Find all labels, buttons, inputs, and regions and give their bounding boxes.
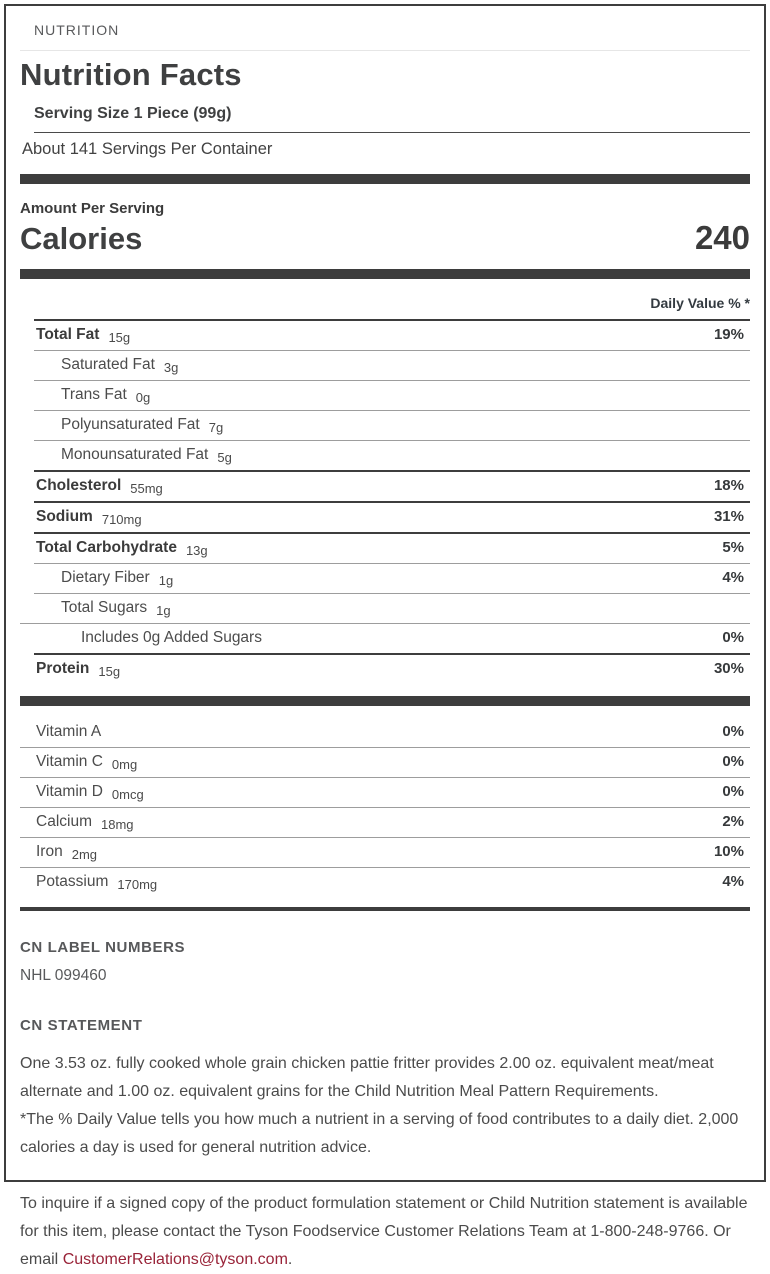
thick-divider bbox=[20, 696, 750, 706]
nutrient-name: Dietary Fiber bbox=[61, 569, 150, 586]
nutrient-row-dietary-fiber bbox=[34, 563, 750, 593]
servings-per-container-text: About 141 Servings Per Container bbox=[22, 140, 273, 158]
vitamin-name: Calcium bbox=[36, 813, 92, 830]
vitamin-row-vitamin-a bbox=[20, 718, 750, 747]
cn-statement-text: One 3.53 oz. fully cooked whole grain chicken pattie fritter provides 2.00 oz. equivalent meat/meat alternate and 1.00 oz. equivalent grains for the Child Nutrition Meal Pattern Requirements. bbox=[20, 1055, 714, 1100]
vitamin-row-vitamin-d bbox=[20, 777, 750, 807]
nutrient-daily-value: 31% bbox=[713, 508, 744, 525]
serving-size-text: Serving Size 1 Piece (99g) bbox=[34, 105, 750, 133]
nutrient-daily-value: 18% bbox=[713, 477, 744, 494]
vitamin-amount: 18mg bbox=[100, 817, 134, 832]
calories-value: 240 bbox=[694, 219, 750, 256]
nutrient-daily-value: 4% bbox=[722, 569, 744, 586]
nutrient-row-total-sugars bbox=[34, 593, 750, 623]
nutrient-row-saturated-fat bbox=[34, 350, 750, 380]
vitamin-name: Vitamin A bbox=[36, 723, 102, 740]
daily-value-footnote: *The % Daily Value tells you how much a nutrient in a serving of food contributes to a daily diet. 2,000 calories a day is used for general nutrition advice. bbox=[20, 1111, 739, 1156]
nutrient-row-sodium bbox=[34, 501, 750, 532]
nutrient-name: Total Carbohydrate bbox=[36, 539, 177, 556]
daily-value-header: Daily Value % * bbox=[650, 295, 750, 311]
nutrient-amount: 0g bbox=[135, 390, 151, 405]
vitamin-name: Iron bbox=[36, 843, 63, 860]
cn-label-number-value: NHL 099460 bbox=[20, 967, 107, 984]
nutrient-name: Monounsaturated Fat bbox=[61, 446, 209, 463]
nutrient-amount: 1g bbox=[156, 603, 171, 618]
nutrient-name: Trans Fat bbox=[61, 386, 127, 403]
nutrient-daily-value: 19% bbox=[713, 326, 744, 343]
vitamin-daily-value: 0% bbox=[722, 783, 744, 800]
nutrient-amount: 15g bbox=[108, 330, 131, 345]
vitamins-table bbox=[20, 718, 750, 897]
vitamin-amount: 0mcg bbox=[111, 787, 144, 802]
cn-statement-heading: CN STATEMENT bbox=[20, 1017, 143, 1034]
contact-text-before: To inquire if a signed copy of the product formulation statement or Child Nutrition statement is available for this item, please contact the Tyson Foodservice Customer Relations Team at 1-800-248-9766. Or email bbox=[20, 1195, 748, 1268]
nutrient-amount: 13g bbox=[185, 543, 208, 558]
nutrient-amount: 710mg bbox=[101, 512, 142, 527]
vitamin-daily-value: 4% bbox=[722, 873, 744, 890]
thin-divider bbox=[20, 907, 750, 911]
cn-statement-paragraph bbox=[20, 1050, 750, 1162]
nutrient-row-added-sugars bbox=[20, 623, 750, 653]
nutrient-daily-value: 0% bbox=[722, 629, 744, 646]
nutrient-name: Protein bbox=[36, 660, 90, 677]
nutrition-section-heading: NUTRITION bbox=[20, 6, 750, 51]
vitamin-row-vitamin-c bbox=[20, 747, 750, 777]
nutrient-amount: 7g bbox=[208, 420, 224, 435]
calories-row bbox=[20, 219, 750, 268]
nutrient-name: Total Sugars bbox=[61, 599, 148, 616]
nutrient-amount: 15g bbox=[98, 664, 121, 679]
vitamin-row-calcium bbox=[20, 807, 750, 837]
vitamin-amount: 0mg bbox=[111, 757, 138, 772]
nutrient-amount: 1g bbox=[158, 573, 174, 588]
nutrition-facts-title: Nutrition Facts bbox=[20, 57, 242, 92]
nutrient-name: Includes 0g Added Sugars bbox=[81, 629, 262, 646]
nutrient-row-monounsaturated-fat bbox=[34, 440, 750, 470]
vitamin-name: Vitamin C bbox=[36, 753, 103, 770]
nutrient-amount: 55mg bbox=[130, 481, 163, 496]
amount-per-serving-label: Amount Per Serving bbox=[20, 200, 165, 217]
nutrition-label-panel bbox=[4, 4, 766, 1268]
nutrient-table bbox=[20, 319, 750, 684]
vitamin-row-potassium bbox=[20, 867, 750, 897]
nutrient-name: Sodium bbox=[36, 508, 93, 525]
nutrient-row-total-carbohydrate bbox=[34, 532, 750, 563]
vitamin-daily-value: 0% bbox=[722, 753, 744, 770]
nutrient-daily-value: 30% bbox=[713, 660, 744, 677]
contact-text-after: . bbox=[287, 1251, 293, 1268]
nutrient-name: Saturated Fat bbox=[61, 356, 155, 373]
vitamin-name: Potassium bbox=[36, 873, 109, 890]
vitamin-daily-value: 2% bbox=[722, 813, 744, 830]
thick-divider bbox=[20, 174, 750, 184]
nutrient-row-polyunsaturated-fat bbox=[34, 410, 750, 440]
spacer bbox=[20, 684, 750, 696]
cn-label-numbers-heading: CN LABEL NUMBERS bbox=[20, 939, 186, 956]
nutrient-row-cholesterol bbox=[34, 470, 750, 501]
customer-relations-email-link[interactable]: CustomerRelations@tyson.com bbox=[62, 1251, 288, 1268]
vitamin-row-iron bbox=[20, 837, 750, 867]
vitamin-name: Vitamin D bbox=[36, 783, 103, 800]
nutrient-name: Cholesterol bbox=[36, 477, 122, 494]
calories-label: Calories bbox=[20, 221, 143, 256]
vitamin-amount: 2mg bbox=[71, 847, 98, 862]
nutrient-row-total-fat bbox=[34, 319, 750, 350]
vitamin-daily-value: 10% bbox=[713, 843, 744, 860]
nutrient-amount: 3g bbox=[163, 360, 179, 375]
vitamin-daily-value: 0% bbox=[722, 723, 744, 740]
nutrient-name: Polyunsaturated Fat bbox=[61, 416, 200, 433]
contact-paragraph bbox=[20, 1190, 750, 1274]
thick-divider bbox=[20, 269, 750, 279]
nutrient-amount: 5g bbox=[217, 450, 232, 465]
nutrient-row-trans-fat bbox=[34, 380, 750, 410]
nutrient-name: Total Fat bbox=[36, 326, 100, 343]
nutrient-row-protein bbox=[34, 653, 750, 684]
nutrient-daily-value: 5% bbox=[722, 539, 744, 556]
vitamin-amount: 170mg bbox=[117, 877, 158, 892]
